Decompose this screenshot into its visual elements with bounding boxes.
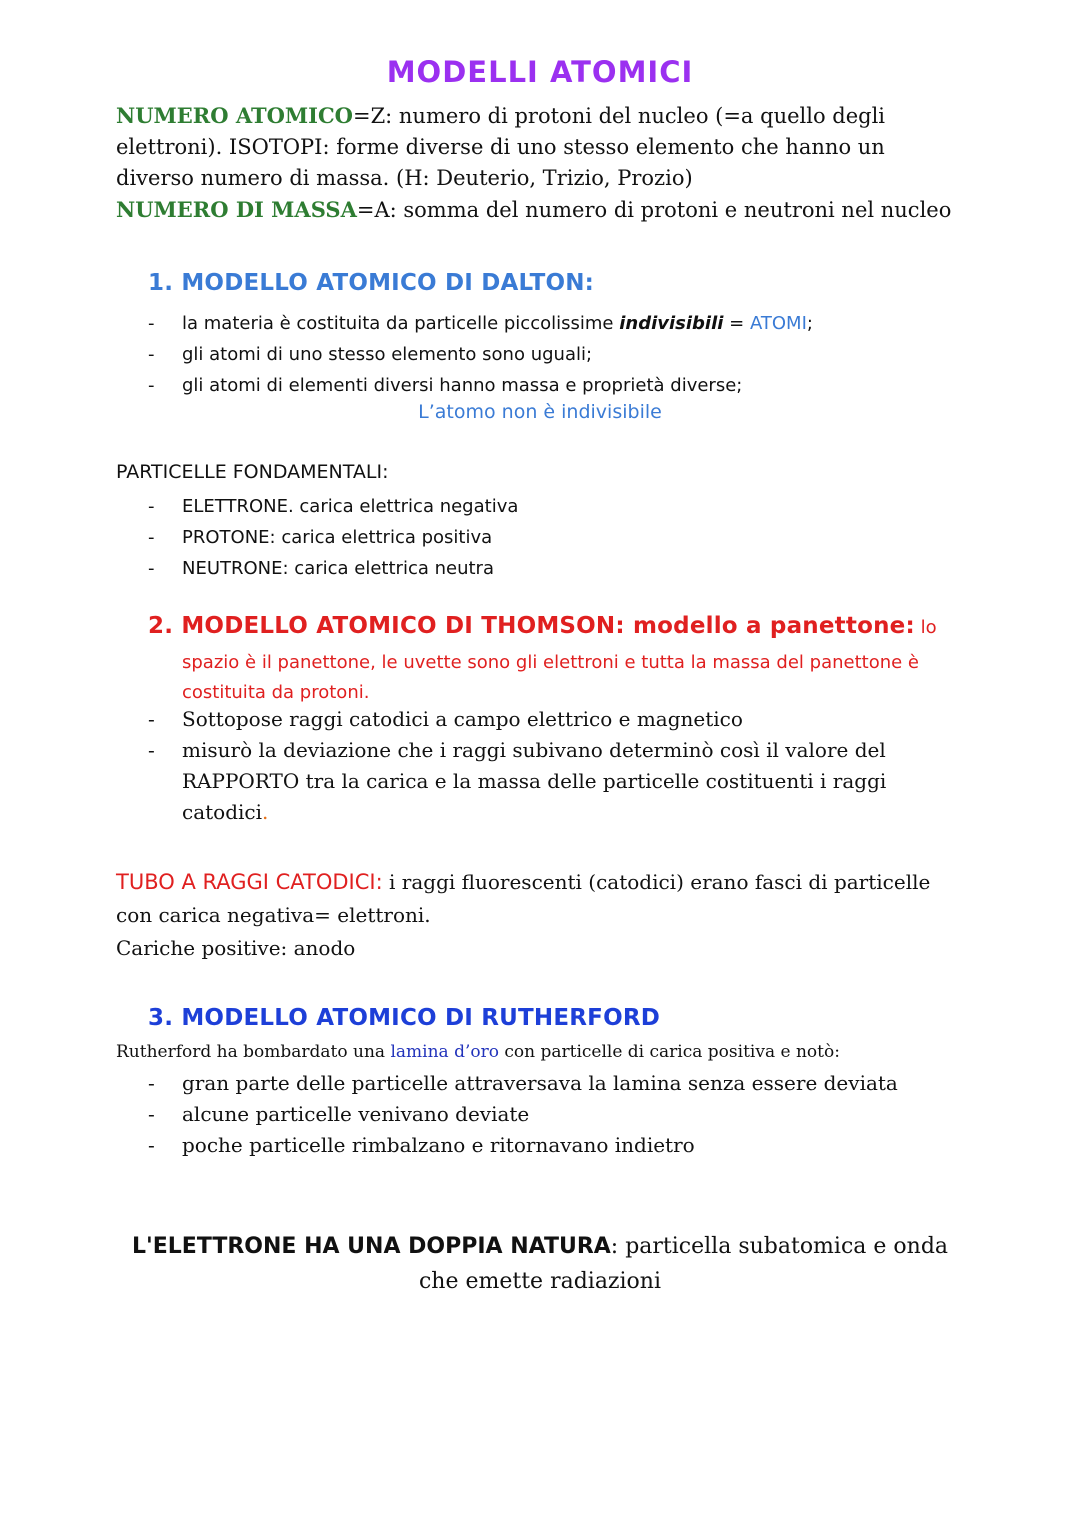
list-item: - misurò la deviazione che i raggi subivano determinò così il valore del RAPPORTO tra la carica e la massa delle particelle costituenti i raggi catodici.	[148, 735, 938, 828]
page-title: MODELLI ATOMICI	[386, 55, 694, 89]
rutherford-intro: Rutherford ha bombardato una lamina d’oro con particelle di carica positiva e notò:	[116, 1042, 840, 1062]
tubo-paragraph	[116, 866, 936, 965]
intro-paragraph	[116, 100, 966, 226]
thomson-description: spazio è il panettone, le uvette sono gli elettroni e tutta la massa del panettone è costituita da protoni.	[182, 652, 919, 703]
list-item: - alcune particelle venivano deviate	[148, 1099, 948, 1130]
list-item: - la materia è costituita da particelle piccolissime indivisibili = ATOMI;	[148, 308, 968, 339]
atomi-text: ATOMI	[749, 313, 807, 334]
list-item: - gli atomi di elementi diversi hanno massa e proprietà diverse;	[148, 370, 968, 401]
rutherford-list	[148, 1068, 948, 1161]
thomson-desc-start: lo	[914, 617, 937, 638]
particelle-heading: PARTICELLE FONDAMENTALI:	[116, 461, 389, 483]
numero-atomico-text: =Z: numero di protoni del nucleo (=a quello degli elettroni). ISOTOPI: forme diverse di uno stesso elemento che hanno un diverso numero di massa. (H: Deuterio, Trizio, Prozio)	[116, 104, 886, 190]
conclusion	[130, 1229, 950, 1299]
thomson-list	[148, 704, 938, 828]
list-item: - poche particelle rimbalzano e ritornavano indietro	[148, 1130, 948, 1161]
numero-massa-label: NUMERO DI MASSA	[116, 197, 357, 222]
tubo-label: TUBO A RAGGI CATODICI:	[116, 870, 383, 894]
rutherford-heading: 3. MODELLO ATOMICO DI RUTHERFORD	[148, 1005, 661, 1031]
thomson-heading-line	[148, 613, 968, 639]
tubo-text: i raggi fluorescenti (catodici) erano fasci di particelle con carica negativa= elettroni.	[116, 870, 931, 927]
indivisibili-text: indivisibili	[619, 313, 724, 334]
dalton-heading: 1. MODELLO ATOMICO DI DALTON:	[148, 270, 595, 296]
list-item: - PROTONE: carica elettrica positiva	[148, 522, 948, 553]
period-mark: .	[262, 800, 269, 824]
list-item: - Sottopose raggi catodici a campo elettrico e magnetico	[148, 704, 938, 735]
list-item: - gran parte delle particelle attraversava la lamina senza essere deviata	[148, 1068, 948, 1099]
dalton-list	[148, 308, 968, 401]
lamina-oro-text: lamina d’oro	[390, 1042, 499, 1062]
thomson-heading: 2. MODELLO ATOMICO DI THOMSON: modello a panettone:	[148, 613, 915, 639]
list-item: - gli atomi di uno stesso elemento sono uguali;	[148, 339, 968, 370]
tubo-line2: Cariche positive: anodo	[116, 936, 356, 960]
dalton-note: L’atomo non è indivisibile	[418, 401, 662, 423]
numero-massa-text: =A: somma del numero di protoni e neutroni nel nucleo	[356, 198, 952, 222]
list-item: - ELETTRONE. carica elettrica negativa	[148, 491, 948, 522]
conclusion-bold: L'ELETTRONE HA UNA DOPPIA NATURA	[131, 1234, 611, 1259]
list-item: - NEUTRONE: carica elettrica neutra	[148, 553, 948, 584]
numero-atomico-label: NUMERO ATOMICO	[116, 103, 353, 128]
particelle-list	[148, 491, 948, 584]
conclusion-text: : particella subatomica e onda che emette radiazioni	[418, 1234, 949, 1294]
